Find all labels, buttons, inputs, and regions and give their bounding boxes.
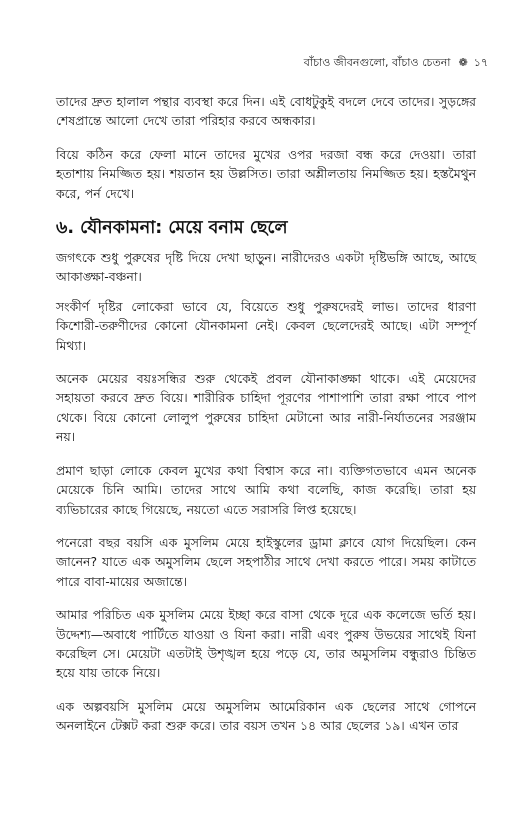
paragraph: জগৎকে শুধু পুরুষের দৃষ্টি দিয়ে দেখা ছাড়ুন। নারীদেরও একটা দৃষ্টিভঙ্গি আছে, আছে আকাঙ্ক্ষা-বঞ্চনা। [56, 250, 476, 285]
paragraph: অনেক মেয়ের বয়ঃসন্ধির শুরু থেকেই প্রবল যৌনাকাঙ্ক্ষা থাকে। এই মেয়েদের সহায়তা করবে দ্রুত বিয়ে। শারীরিক চাহিদা পূরণের পাশাপাশি তারা রক্ষা পাবে পাপ থেকে। বিয়ে কোনো লোলুপ পুরুষের চাহিদা মেটানো আর নারী-নির্যাতনের সরঞ্জাম নয়। [56, 371, 476, 445]
paragraph: এক অল্পবয়সি মুসলিম মেয়ে অমুসলিম আমেরিকান এক ছেলের সাথে গোপনে অনলাইনে টেক্সট করা শুরু করে। তার বয়স তখন ১৪ আর ছেলের ১৯। এখন তার [56, 698, 476, 734]
page-content [56, 92, 476, 750]
flower-ornament-icon: ❁ [458, 56, 468, 69]
paragraph: পনেরো বছর বয়সি এক মুসলিম মেয়ে হাইস্কুলের ড্রামা ক্লাবে যোগ দিয়েছিল। কেন জানেন? যাতে এক অমুসলিম ছেলে সহপাঠীর সাথে দেখা করতে পারে। সময় কাটাতে পারে বাবা-মায়ের অজান্তে। [56, 534, 476, 589]
page-number: ১৭ [473, 56, 488, 69]
paragraph: সংকীর্ণ দৃষ্টির লোকেরা ভাবে যে, বিয়েতে শুধু পুরুষদেরই লাভ। তাদের ধারণা কিশোরী-তরুণীদের কোনো যৌনকামনা নেই। কেবল ছেলেদেরই আছে। এটা সম্পূর্ণ মিথ্যা। [56, 298, 476, 353]
running-title: বাঁচাও জীবনগুলো, বাঁচাও চেতনা [303, 56, 451, 69]
paragraph: প্রমাণ ছাড়া লোকে কেবল মুখের কথা বিশ্বাস করে না। ব্যক্তিগতভাবে এমন অনেক মেয়েকে চিনি আমি। তাদের সাথে আমি কথা বলেছি, কাজ করেছি। তারা হয় ব্যভিচারের কাছে গিয়েছে, নয়তো এতে সরাসরি লিপ্ত হয়েছে। [56, 462, 476, 517]
paragraph: আমার পরিচিত এক মুসলিম মেয়ে ইচ্ছা করে বাসা থেকে দূরে এক কলেজে ভর্তি হয়। উদ্দেশ্য—অবাধে পার্টিতে যাওয়া ও যিনা করা। নারী এবং পুরুষ উভয়ের সাথেই যিনা করেছিল সে। মেয়েটা এতটাই উশৃঙ্খল হয়ে পড়ে যে, তার অমুসলিম বন্ধুরাও চিন্তিত হয়ে যায় তাকে নিয়ে। [56, 607, 476, 681]
paragraph: বিয়ে কঠিন করে ফেলা মানে তাদের মুখের ওপর দরজা বন্ধ করে দেওয়া। তারা হতাশায় নিমজ্জিত হয়। শয়তান হয় উল্লসিত। তারা অশ্লীলতায় নিমজ্জিত হয়। হস্তমৈথুন করে, পর্ন দেখে। [56, 146, 476, 201]
paragraph: তাদের দ্রুত হালাল পন্থার ব্যবস্থা করে দিন। এই বোধটুকুই বদলে দেবে তাদের। সুড়ঙ্গের শেষপ্রান্তে আলো দেখে তারা পরিহার করবে অন্ধকার। [56, 94, 476, 129]
section-heading: ৬. যৌনকামনা: মেয়ে বনাম ছেলে [56, 218, 288, 239]
running-header [304, 56, 488, 70]
